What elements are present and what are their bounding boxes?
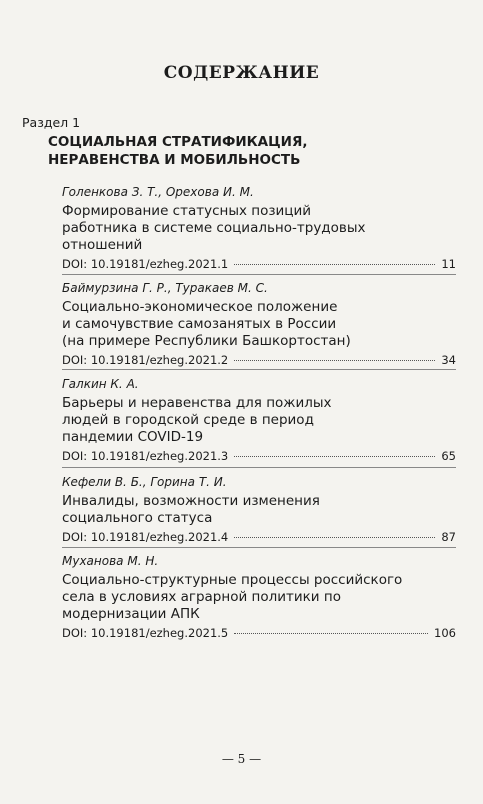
entry-title-line: социального статуса (62, 510, 213, 526)
section-title-line: СОЦИАЛЬНАЯ СТРАТИФИКАЦИЯ, (48, 134, 308, 150)
entry-doi-row (62, 625, 456, 641)
entry-doi-row (62, 529, 456, 545)
entry-title-line: Барьеры и неравенства для пожилых (62, 395, 332, 411)
entry-authors: Голенкова З. Т., Орехова И. М. (62, 185, 254, 199)
entry-title (62, 299, 456, 350)
dot-leader (234, 633, 428, 634)
toc-entry[interactable] (62, 474, 456, 545)
entry-authors: Кефели В. Б., Горина Т. И. (62, 475, 227, 489)
entry-doi: DOI: 10.19181/ezheg.2021.5 (62, 626, 229, 640)
entry-doi-row (62, 352, 456, 368)
section-label: Раздел 1 (22, 115, 81, 130)
dot-leader (234, 264, 435, 265)
entry-page-number: 87 (441, 530, 456, 544)
entry-title (62, 395, 456, 446)
dot-leader (234, 456, 435, 457)
entry-title-line: отношений (62, 237, 143, 253)
entry-divider (62, 369, 456, 370)
toc-entry[interactable] (62, 280, 456, 368)
entry-title-line: Инвалиды, возможности изменения (62, 493, 320, 509)
toc-entry[interactable] (62, 553, 456, 641)
entry-doi: DOI: 10.19181/ezheg.2021.2 (62, 353, 229, 367)
dot-leader (234, 360, 435, 361)
section-title (48, 133, 448, 169)
entry-doi: DOI: 10.19181/ezheg.2021.3 (62, 449, 229, 463)
entry-title-line: и самочувствие самозанятых в России (62, 316, 337, 332)
entry-page-number: 65 (441, 449, 456, 463)
entry-divider (62, 274, 456, 275)
entry-title (62, 203, 456, 254)
page-number: — 5 — (221, 752, 262, 766)
section-title-line: НЕРАВЕНСТВА И МОБИЛЬНОСТЬ (48, 152, 301, 168)
entry-title-line: села в условиях аграрной политики по (62, 589, 341, 605)
entry-authors: Галкин К. А. (62, 377, 139, 391)
entry-title-line: пандемии COVID-19 (62, 429, 204, 445)
entry-doi: DOI: 10.19181/ezheg.2021.1 (62, 257, 229, 271)
entry-title-line: Социально-экономическое положение (62, 299, 338, 315)
entry-title-line: людей в городской среде в период (62, 412, 314, 428)
entry-doi-row (62, 448, 456, 464)
dot-leader (234, 537, 435, 538)
entry-divider (62, 547, 456, 548)
toc-entry[interactable] (62, 376, 456, 464)
entry-authors: Муханова М. Н. (62, 554, 159, 568)
entry-title (62, 493, 456, 527)
entry-page-number: 34 (441, 353, 456, 367)
entry-page-number: 11 (441, 257, 456, 271)
entry-title-line: работника в системе социально-трудовых (62, 220, 366, 236)
toc-entry[interactable] (62, 184, 456, 272)
entry-title-line: Социально-структурные процессы российского (62, 572, 403, 588)
entry-title-line: модернизации АПК (62, 606, 200, 622)
entry-title-line: Формирование статусных позиций (62, 203, 312, 219)
entry-title (62, 572, 456, 623)
entry-page-number: 106 (434, 626, 456, 640)
entry-doi-row (62, 256, 456, 272)
page-title: СОДЕРЖАНИЕ (163, 63, 320, 83)
entry-authors: Баймурзина Г. Р., Туракаев М. С. (62, 281, 268, 295)
entry-title-line: (на примере Республики Башкортостан) (62, 333, 351, 349)
entry-doi: DOI: 10.19181/ezheg.2021.4 (62, 530, 229, 544)
entry-divider (62, 467, 456, 468)
